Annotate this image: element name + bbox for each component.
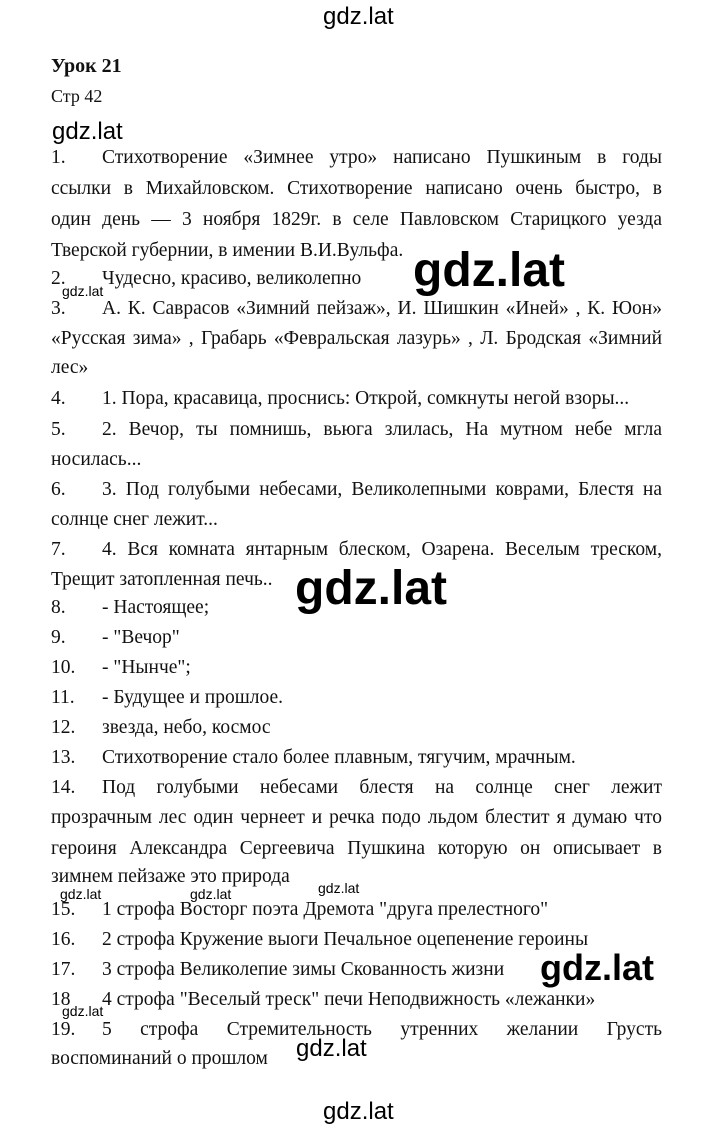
item-line: 1 строфа Восторг поэта Дремота "друга прелестного" — [102, 899, 549, 920]
watermark-tiny: gdz.lat — [60, 886, 102, 902]
item-number: 9. — [51, 627, 66, 648]
item-number: 6. — [51, 479, 66, 500]
item-line: один день — 3 ноября 1829г. в селе Павловском Старицкого уезда — [51, 209, 662, 230]
item-number: 5. — [51, 419, 66, 440]
item-line: Чудесно, красиво, великолепно — [102, 268, 362, 289]
item-line: героиня Александра Сергеевича Пушкина которую он описывает в — [51, 838, 662, 859]
item-line: лес» — [51, 357, 89, 378]
item-line: 1. Пора, красавица, проснись: Открой, сомкнуты негой взоры... — [102, 388, 630, 409]
watermark-tiny: gdz.lat — [318, 880, 360, 896]
item-number: 4. — [51, 388, 66, 409]
watermark-bottom: gdz.lat — [323, 1098, 394, 1125]
item-number: 17. — [51, 959, 76, 980]
item-number: 13. — [51, 747, 76, 768]
item-line: 3. Под голубыми небесами, Великолепными коврами, Блестя на — [102, 479, 662, 500]
watermark-tiny: gdz.lat — [62, 283, 104, 299]
page-number: Стр 42 — [51, 86, 103, 106]
item-number: 19. — [51, 1019, 76, 1040]
item-line: 3 строфа Великолепие зимы Скованность жизни — [102, 959, 505, 980]
item-line: 5 строфа Стремительность утренних желании Грусть — [102, 1019, 662, 1040]
item-number: 7. — [51, 539, 66, 560]
watermark-big: gdz.lat — [540, 947, 654, 988]
item-line: - "Нынче"; — [102, 657, 191, 678]
watermark-big: gdz.lat — [295, 562, 447, 615]
item-number: 16. — [51, 929, 76, 950]
item-number: 3. — [51, 298, 66, 319]
watermark-top: gdz.lat — [323, 3, 394, 30]
watermark-tiny: gdz.lat — [62, 1003, 104, 1019]
item-line: Под голубыми небесами блестя на солнце снег лежит — [102, 777, 662, 798]
item-line: - Настоящее; — [102, 597, 210, 618]
item-line: 2 строфа Кружение выоги Печальное оцепенение героины — [102, 929, 589, 950]
item-line: Стихотворение «Зимнее утро» написано Пушкиным в годы — [102, 147, 662, 168]
item-number: 2. — [51, 268, 66, 289]
item-line: воспоминаний о прошлом — [51, 1048, 268, 1069]
watermark-after-page: gdz.lat — [52, 118, 123, 145]
item-line: Стихотворение стало более плавным, тягучим, мрачным. — [102, 747, 576, 768]
item-line: солнце снег лежит... — [51, 509, 218, 530]
watermark: gdz.lat — [296, 1035, 367, 1062]
item-number: 12. — [51, 717, 76, 738]
watermark-big: gdz.lat — [413, 244, 565, 297]
item-number: 15. — [51, 899, 76, 920]
item-line: - Будущее и прошлое. — [102, 687, 283, 708]
item-line: А. К. Саврасов «Зимний пейзаж», И. Шишкин «Иней» , К. Юон» — [102, 298, 662, 319]
item-line: звезда, небо, космос — [102, 717, 271, 738]
item-line: 2. Вечор, ты помнишь, вьюга злилась, На мутном небе мгла — [102, 419, 662, 440]
watermark-tiny: gdz.lat — [190, 886, 232, 902]
item-number: 11. — [51, 687, 75, 708]
item-line: прозрачным лес один чернеет и речка подо льдом блестит я думаю что — [51, 807, 662, 828]
item-line: - "Вечор" — [102, 627, 180, 648]
lesson-title: Урок 21 — [51, 55, 122, 77]
item-line: носилась... — [51, 449, 142, 470]
item-line: Тверской губернии, в имении В.И.Вульфа. — [51, 240, 404, 261]
item-number: 10. — [51, 657, 76, 678]
item-line: ссылки в Михайловском. Стихотворение написано очень быстро, в — [51, 178, 662, 199]
item-number: 14. — [51, 777, 76, 798]
item-line: 4 строфа "Веселый треск" печи Неподвижность «лежанки» — [102, 989, 596, 1010]
item-number: 1. — [51, 147, 66, 168]
item-number: 8. — [51, 597, 66, 618]
item-line: «Русская зима» , Грабарь «Февральская лазурь» , Л. Бродская «Зимний — [51, 328, 662, 349]
item-number: 18 — [51, 989, 71, 1010]
item-line: зимнем пейзаже это природа — [51, 866, 290, 887]
item-line: Трещит затопленная печь.. — [51, 569, 273, 590]
item-line: 4. Вся комната янтарным блеском, Озарена. Веселым треском, — [102, 539, 662, 560]
